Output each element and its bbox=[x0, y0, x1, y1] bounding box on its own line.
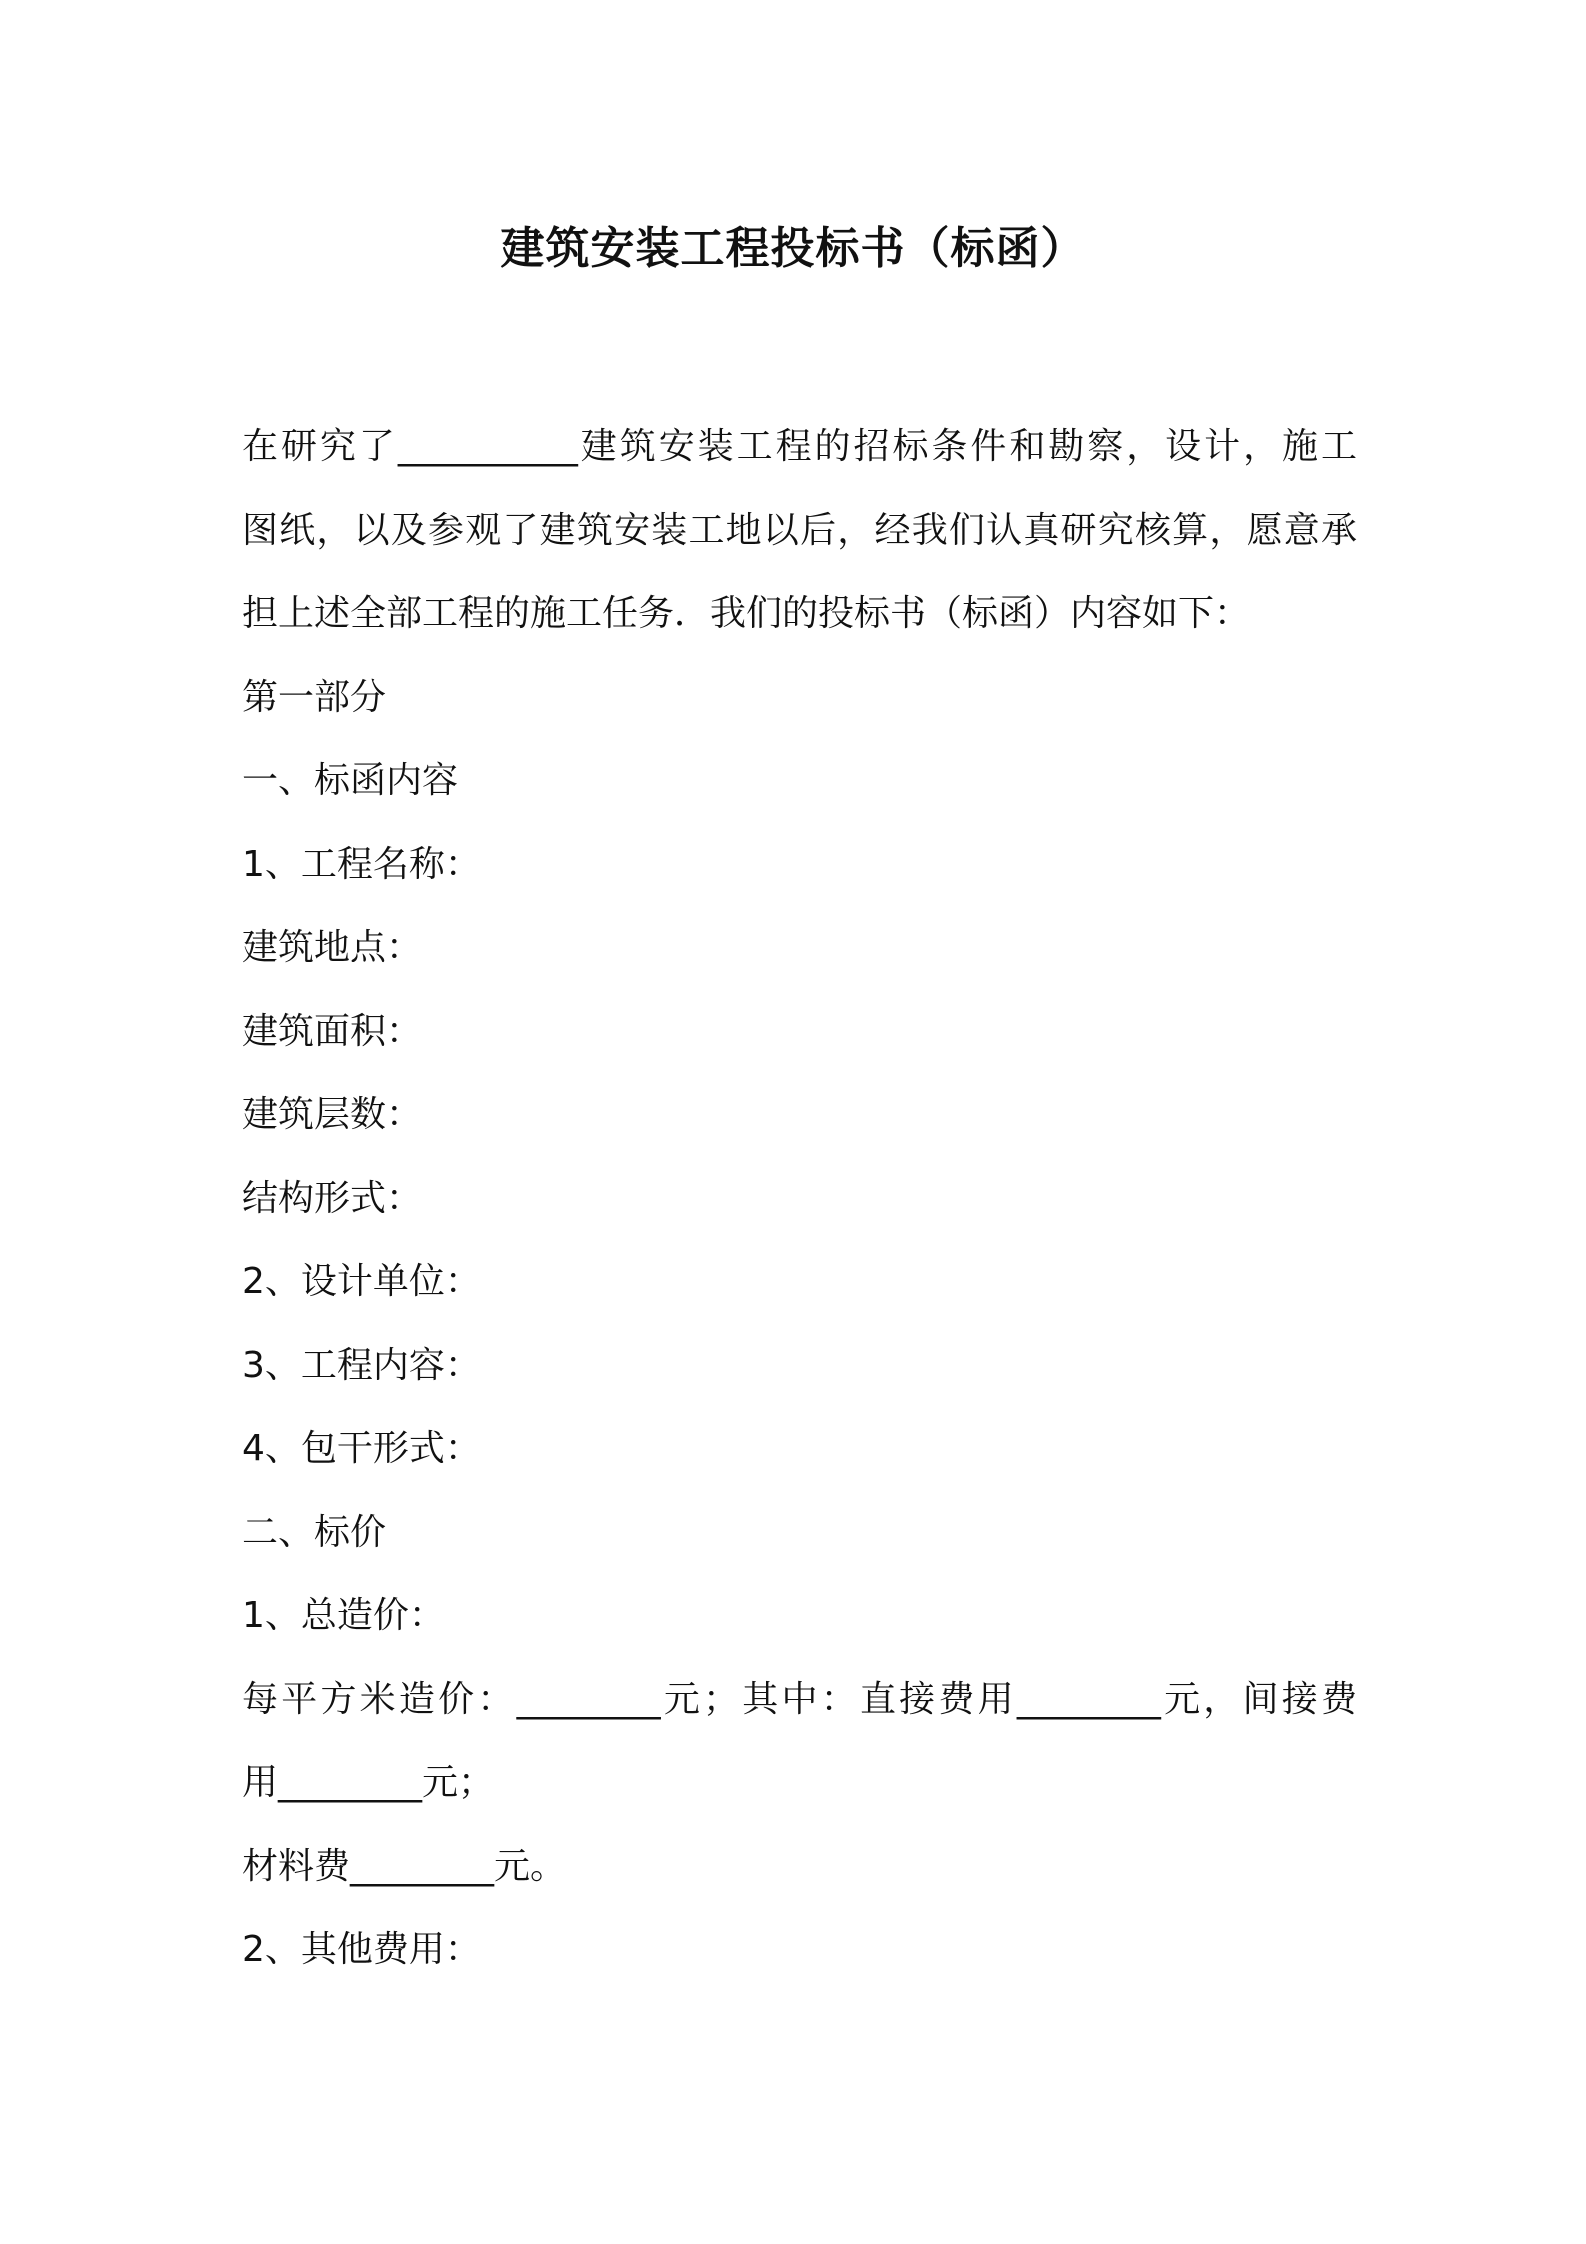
material-cost-line: 材料费________元。 bbox=[242, 1845, 567, 1887]
design-unit-field: 2、设计单位： bbox=[242, 1261, 481, 1302]
building-area-field: 建筑面积： bbox=[242, 1010, 423, 1052]
other-costs-field: 2、其他费用： bbox=[242, 1929, 481, 1970]
document-body bbox=[242, 405, 1357, 1992]
unit-cost-line-1: 每平方米造价：________元；其中：直接费用________元，间接费 bbox=[242, 1678, 1357, 1720]
intro-line-1: 在研究了__________建筑安装工程的招标条件和勘察，设计，施工 bbox=[242, 426, 1357, 467]
project-name-field: 1、工程名称： bbox=[242, 843, 481, 885]
section-bid-price-heading: 二、标价 bbox=[242, 1511, 387, 1553]
structure-type-field: 结构形式： bbox=[242, 1177, 423, 1219]
building-location-field: 建筑地点： bbox=[242, 927, 423, 968]
project-content-field: 3、工程内容： bbox=[242, 1344, 481, 1386]
part-one-heading: 第一部分 bbox=[242, 676, 387, 718]
intro-line-2: 图纸，以及参观了建筑安装工地以后，经我们认真研究核算，愿意承 bbox=[242, 509, 1357, 551]
intro-line-3: 担上述全部工程的施工任务．我们的投标书（标函）内容如下： bbox=[242, 593, 1251, 634]
unit-cost-line-2: 用________元； bbox=[242, 1762, 495, 1803]
building-floors-field: 建筑层数： bbox=[242, 1094, 423, 1135]
document-title: 建筑安装工程投标书（标函） bbox=[500, 223, 1086, 274]
contract-form-field: 4、包干形式： bbox=[242, 1428, 481, 1469]
section-bid-content-heading: 一、标函内容 bbox=[242, 760, 459, 801]
total-cost-field: 1、总造价： bbox=[242, 1595, 445, 1636]
